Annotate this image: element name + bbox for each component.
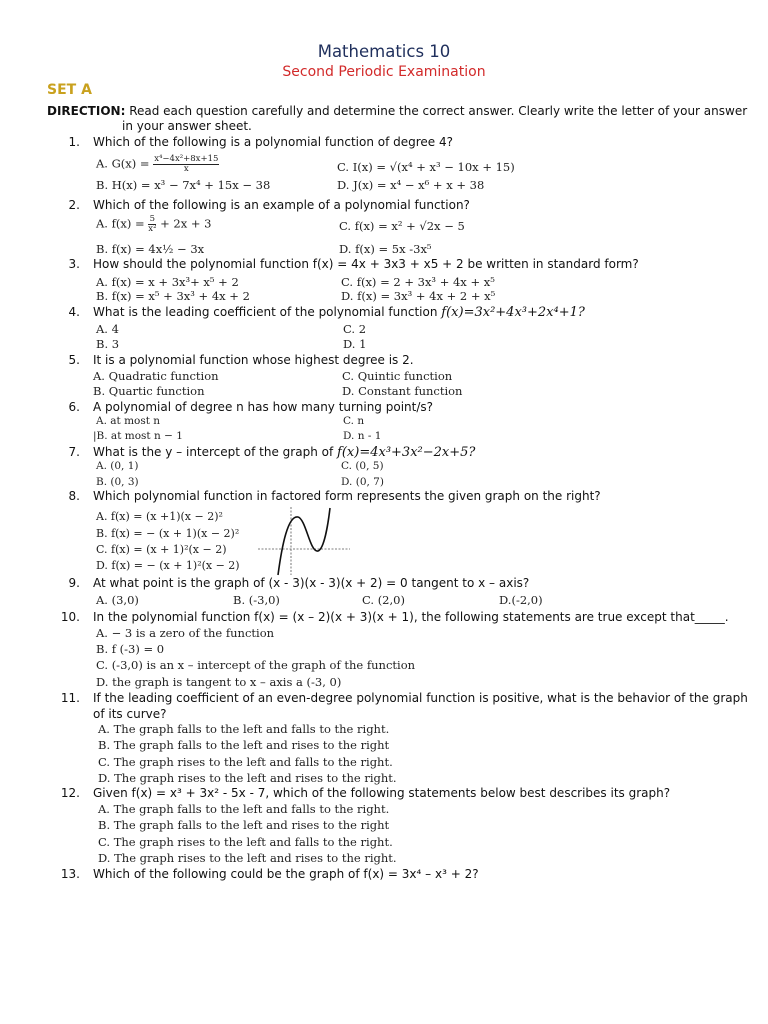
q3-option-c: C. f(x) = 2 + 3x³ + 4x + x⁵ bbox=[341, 275, 495, 289]
q11-option-d: D. The graph rises to the left and rises to the right. bbox=[98, 771, 397, 785]
q9-option-a: A. (3,0) bbox=[96, 593, 139, 607]
q5-option-a: A. Quadratic function bbox=[93, 369, 219, 383]
q8-option-b: B. f(x) = − (x + 1)(x − 2)² bbox=[96, 527, 240, 540]
q6-option-b: |B. at most n − 1 bbox=[93, 430, 183, 442]
q5-option-d: D. Constant function bbox=[342, 384, 463, 398]
q5-option-c: C. Quintic function bbox=[342, 369, 453, 383]
set-label: SET A bbox=[47, 82, 92, 98]
q8-option-a: A. f(x) = (x +1)(x − 2)² bbox=[96, 510, 223, 523]
q5-option-b: B. Quartic function bbox=[93, 384, 205, 398]
q8-graph bbox=[258, 505, 350, 577]
q1-option-b: B. H(x) = x³ − 7x⁴ + 15x − 38 bbox=[96, 178, 271, 192]
q11-option-b: B. The graph falls to the left and rises to the right bbox=[98, 738, 390, 752]
q9-option-d: D.(-2,0) bbox=[499, 593, 543, 607]
q12-option-d: D. The graph rises to the left and rises to the right. bbox=[98, 851, 397, 865]
q7-option-c: C. (0, 5) bbox=[341, 460, 384, 472]
q4-option-b: B. 3 bbox=[96, 337, 120, 351]
q7-option-a: A. (0, 1) bbox=[96, 460, 139, 472]
direction-label: DIRECTION: bbox=[47, 104, 126, 118]
q10-option-a: A. − 3 is a zero of the function bbox=[96, 626, 275, 640]
q9-option-b: B. (-3,0) bbox=[233, 593, 280, 607]
q7-function: f(x)=4x³+3x²−2x+5? bbox=[337, 445, 476, 460]
direction bbox=[47, 103, 752, 119]
q7-option-b: B. (0, 3) bbox=[96, 476, 139, 488]
q6-option-a: A. at most n bbox=[96, 415, 161, 427]
q3-option-a: A. f(x) = x + 3x³+ x⁵ + 2 bbox=[96, 275, 239, 289]
q11-option-c: C. The graph rises to the left and falls to the right. bbox=[98, 755, 393, 769]
q1-option-d: D. J(x) = x⁴ − x⁶ + x + 38 bbox=[337, 178, 485, 192]
q4-function: f(x)=3x²+4x³+2x⁴+1? bbox=[441, 305, 585, 320]
q6-option-c: C. n bbox=[343, 415, 365, 427]
q6-option-d: D. n - 1 bbox=[343, 430, 382, 442]
q2-option-b: B. f(x) = 4x½ − 3x bbox=[96, 242, 205, 256]
q2-option-a: A. f(x) = $\frac{5}{\text{x²}}$ + 2x + 3 bbox=[96, 214, 212, 234]
q9-option-c: C. (2,0) bbox=[362, 593, 405, 607]
q8-option-d: D. f(x) = − (x + 1)²(x − 2) bbox=[96, 559, 240, 572]
document-subtitle: Second Periodic Examination bbox=[282, 64, 486, 80]
q1-option-a: A. G(x) = $\frac{\text{x⁴−4x²+8x+15}}{x}$ bbox=[96, 154, 219, 174]
q12-option-a: A. The graph falls to the left and falls to the right. bbox=[98, 802, 390, 816]
q8-option-c: C. f(x) = (x + 1)²(x − 2) bbox=[96, 543, 227, 556]
q4-option-d: D. 1 bbox=[343, 337, 367, 351]
q12-option-b: B. The graph falls to the left and rises to the right bbox=[98, 818, 390, 832]
q10-option-b: B. f (-3) = 0 bbox=[96, 642, 165, 656]
q2-option-d: D. f(x) = 5x -3x⁵ bbox=[339, 242, 432, 256]
q11-option-a: A. The graph falls to the left and falls to the right. bbox=[98, 722, 390, 736]
direction-cont: in your answer sheet. bbox=[122, 119, 252, 133]
q4-option-c: C. 2 bbox=[343, 322, 367, 336]
direction-text: Read each question carefully and determine the correct answer. Clearly write the letter of your answer bbox=[129, 104, 748, 118]
q3-option-b: B. f(x) = x⁵ + 3x³ + 4x + 2 bbox=[96, 289, 250, 303]
q10-option-c: C. (-3,0) is an x – intercept of the graph of the function bbox=[96, 658, 416, 672]
q10-option-d: D. the graph is tangent to x – axis a (-3, 0) bbox=[96, 675, 342, 689]
q12-option-c: C. The graph rises to the left and falls to the right. bbox=[98, 835, 393, 849]
q4-option-a: A. 4 bbox=[96, 322, 119, 336]
graph-curve bbox=[278, 508, 330, 575]
q2-option-c: C. f(x) = x² + √2x − 5 bbox=[339, 219, 465, 233]
q7-option-d: D. (0, 7) bbox=[341, 476, 384, 488]
document-title: Mathematics 10 bbox=[317, 42, 451, 61]
q1-option-c: C. I(x) = √(x⁴ + x³ − 10x + 15) bbox=[337, 160, 515, 174]
q3-option-d: D. f(x) = 3x³ + 4x + 2 + x⁵ bbox=[341, 289, 496, 303]
